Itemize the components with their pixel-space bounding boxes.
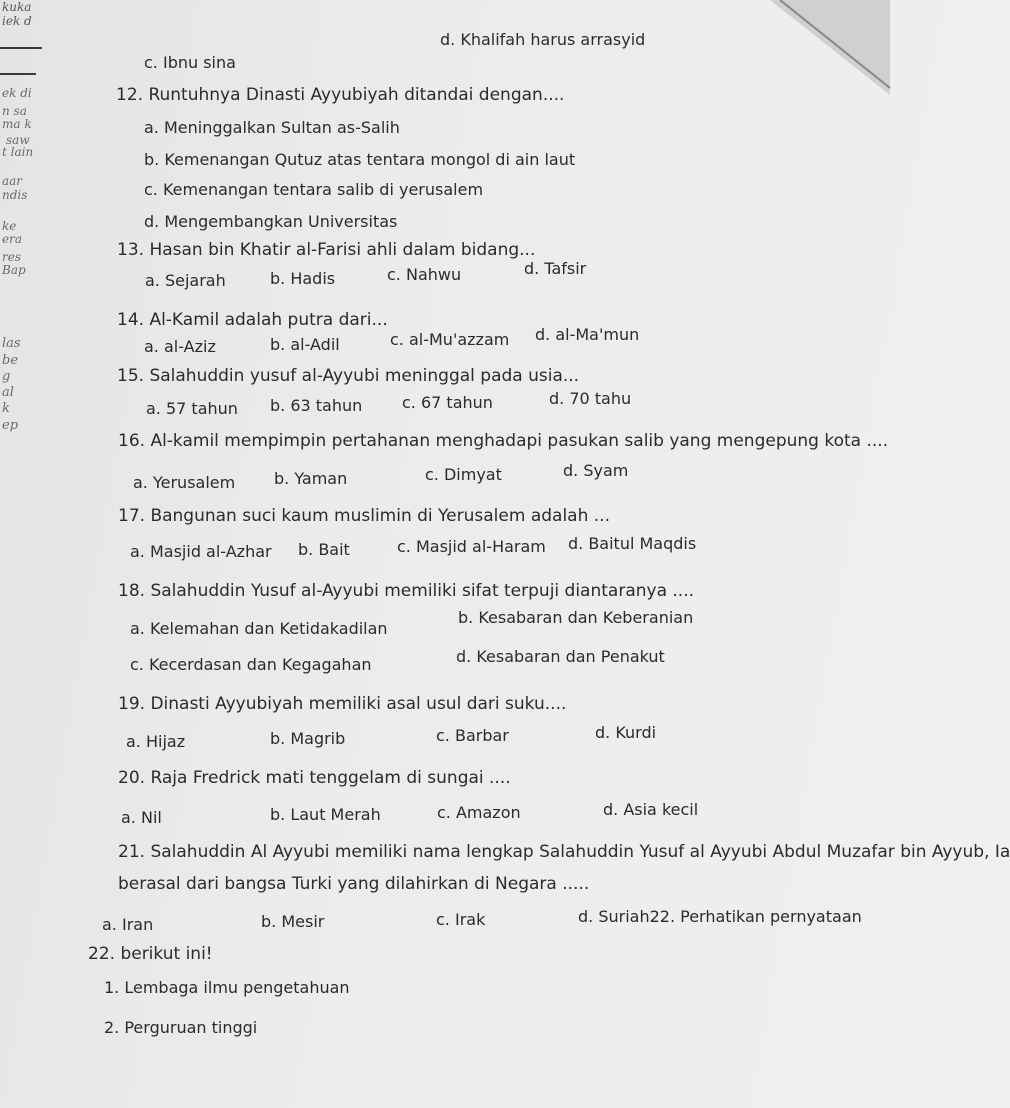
option-b: b. Laut Merah: [270, 805, 381, 824]
divider: [0, 73, 36, 75]
bleed-text: res: [2, 250, 21, 264]
bleed-text: ke: [2, 219, 17, 233]
bleed-text: iek d: [2, 14, 32, 28]
option-a: a. Sejarah: [145, 271, 226, 290]
option-c: c. Amazon: [437, 803, 521, 822]
bleed-text: Bap: [2, 263, 26, 277]
option-a: a. 57 tahun: [146, 399, 238, 418]
option-a: a. Iran: [102, 915, 154, 934]
option-d: d. Khalifah harus arrasyid: [440, 30, 646, 49]
option-d: d. Kurdi: [595, 723, 657, 742]
option-a: a. Meninggalkan Sultan as-Salih: [144, 118, 400, 137]
question-21: 21. Salahuddin Al Ayyubi memiliki nama lengkap Salahuddin Yusuf al Ayyubi Abdul Muzafar bin Ayyub, Ia: [118, 842, 1010, 862]
statement-1: 1. Lembaga ilmu pengetahuan: [104, 978, 350, 997]
question-13: 13. Hasan bin Khatir al-Farisi ahli dalam bidang...: [117, 240, 536, 260]
option-c: c. Barbar: [436, 726, 509, 745]
bleed-text: t lain: [2, 145, 34, 159]
option-b: b. Kemenangan Qutuz atas tentara mongol di ain laut: [144, 150, 576, 169]
option-c: c. Kemenangan tentara salib di yerusalem: [144, 180, 484, 199]
option-a: a. Hijaz: [126, 732, 186, 751]
statement-2: 2. Perguruan tinggi: [104, 1018, 258, 1037]
option-b: b. Magrib: [270, 729, 346, 748]
bleed-text: las: [2, 336, 21, 351]
option-c: c. Kecerdasan dan Kegagahan: [130, 655, 372, 674]
question-16: 16. Al-kamil mempimpin pertahanan menghadapi pasukan salib yang mengepung kota ....: [118, 431, 889, 451]
option-d: d. Syam: [563, 461, 629, 480]
question-15: 15. Salahuddin yusuf al-Ayyubi meninggal pada usia...: [117, 366, 580, 386]
option-a: a. Kelemahan dan Ketidakadilan: [130, 619, 388, 638]
option-b: b. 63 tahun: [270, 396, 363, 415]
option-c: c. Ibnu sina: [144, 53, 236, 72]
option-d: d. Asia kecil: [603, 800, 699, 819]
option-b: b. al-Adil: [270, 335, 340, 354]
question-21-continuation: berasal dari bangsa Turki yang dilahirkan di Negara .....: [118, 874, 590, 894]
option-d: d. Tafsir: [524, 259, 587, 278]
option-a: a. Yerusalem: [133, 473, 236, 492]
bleed-text: k: [2, 401, 10, 416]
option-b: b. Kesabaran dan Keberanian: [458, 608, 694, 627]
option-c: c. Masjid al-Haram: [397, 537, 546, 556]
bleed-text: saw: [6, 133, 30, 147]
option-a: a. al-Aziz: [144, 337, 216, 356]
option-c: c. al-Mu'azzam: [390, 330, 510, 349]
option-a: a. Nil: [121, 808, 162, 827]
option-c: c. Nahwu: [387, 265, 462, 284]
question-22: 22. berikut ini!: [88, 944, 213, 964]
question-17: 17. Bangunan suci kaum muslimin di Yerusalem adalah ...: [118, 506, 610, 526]
bleed-text: n sa: [2, 104, 27, 118]
option-d: d. Mengembangkan Universitas: [144, 212, 398, 231]
question-20: 20. Raja Fredrick mati tenggelam di sungai ....: [118, 768, 511, 788]
option-a: a. Masjid al-Azhar: [130, 542, 272, 561]
option-c: c. 67 tahun: [402, 393, 493, 412]
bleed-text: be: [2, 353, 19, 368]
bleed-text: ek di: [2, 86, 32, 100]
bleed-text: ndis: [2, 188, 28, 202]
option-d: d. Suriah22. Perhatikan pernyataan: [578, 907, 862, 926]
option-b: b. Hadis: [270, 269, 336, 288]
bleed-text: kuka: [2, 0, 32, 14]
question-14: 14. Al-Kamil adalah putra dari...: [117, 310, 388, 330]
option-b: b. Mesir: [261, 912, 325, 931]
bleed-text: g: [2, 369, 11, 384]
question-18: 18. Salahuddin Yusuf al-Ayyubi memiliki sifat terpuji diantaranya ....: [118, 581, 695, 601]
question-19: 19. Dinasti Ayyubiyah memiliki asal usul dari suku....: [118, 694, 567, 714]
bleed-text: ep: [2, 418, 19, 433]
divider: [0, 47, 42, 49]
question-12: 12. Runtuhnya Dinasti Ayyubiyah ditandai dengan....: [116, 85, 565, 105]
option-b: b. Yaman: [274, 469, 348, 488]
option-d: d. Baitul Maqdis: [568, 534, 697, 553]
option-d: d. Kesabaran dan Penakut: [456, 647, 665, 666]
option-d: d. al-Ma'mun: [535, 325, 640, 344]
option-c: c. Dimyat: [425, 465, 502, 484]
bleed-text: era: [2, 232, 22, 246]
option-c: c. Irak: [436, 910, 486, 929]
bleed-text: aar: [2, 174, 23, 188]
option-b: b. Bait: [298, 540, 350, 559]
option-d: d. 70 tahu: [549, 389, 632, 408]
bleed-text: al: [2, 385, 14, 400]
bleed-text: ma k: [2, 117, 32, 131]
